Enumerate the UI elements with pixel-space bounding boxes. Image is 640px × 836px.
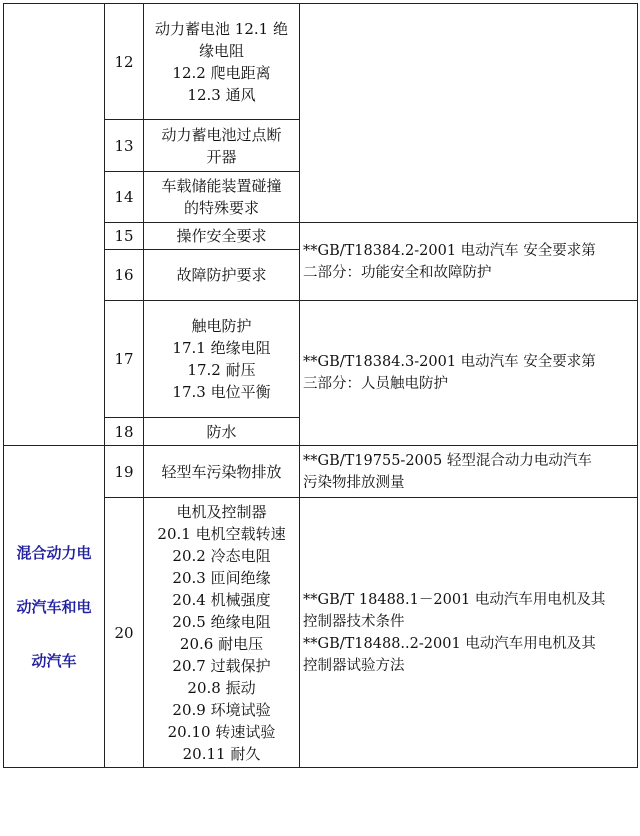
standard-text: **GB/T18384.3-2001 电动汽车 安全要求第 三部分：人员触电防护 — [300, 301, 638, 446]
standard-cell-empty — [300, 4, 638, 223]
item-number: 15 — [105, 223, 144, 250]
category-cell-empty — [4, 4, 105, 446]
item-name: 故障防护要求 — [144, 250, 300, 301]
item-name: 防水 — [144, 418, 300, 446]
item-number: 20 — [105, 498, 144, 768]
standard-text: **GB/T19755-2005 轻型混合动力电动汽车 污染物排放测量 — [300, 446, 638, 498]
item-number: 12 — [105, 4, 144, 120]
standard-text: **GB/T18384.2-2001 电动汽车 安全要求第 二部分：功能安全和故障防护 — [300, 223, 638, 301]
item-name: 动力蓄电池 12.1 绝 缘电阻 12.2 爬电距离 12.3 通风 — [144, 4, 300, 120]
item-name: 轻型车污染物排放 — [144, 446, 300, 498]
item-number: 14 — [105, 172, 144, 223]
item-name: 车载储能装置碰撞 的特殊要求 — [144, 172, 300, 223]
item-number: 18 — [105, 418, 144, 446]
standards-table — [3, 3, 638, 768]
item-name: 操作安全要求 — [144, 223, 300, 250]
blank-area — [0, 770, 640, 836]
category-label: 混合动力电 动汽车和电 动汽车 — [4, 446, 105, 768]
item-name: 动力蓄电池过点断 开器 — [144, 120, 300, 172]
item-number: 19 — [105, 446, 144, 498]
item-number: 13 — [105, 120, 144, 172]
standard-text: **GB/T 18488.1－2001 电动汽车用电机及其 控制器技术条件 **GB/T18488..2-2001 电动汽车用电机及其 控制器试验方法 — [300, 498, 638, 768]
item-name: 触电防护 17.1 绝缘电阻 17.2 耐压 17.3 电位平衡 — [144, 301, 300, 418]
item-number: 17 — [105, 301, 144, 418]
item-name: 电机及控制器 20.1 电机空载转速 20.2 冷态电阻 20.3 匝间绝缘 20.4 机械强度 20.5 绝缘电阻 20.6 耐电压 20.7 过载保护 20.8 振动 20.9 环境试验 20.10 转速试验 20.11 耐久 — [144, 498, 300, 768]
item-number: 16 — [105, 250, 144, 301]
